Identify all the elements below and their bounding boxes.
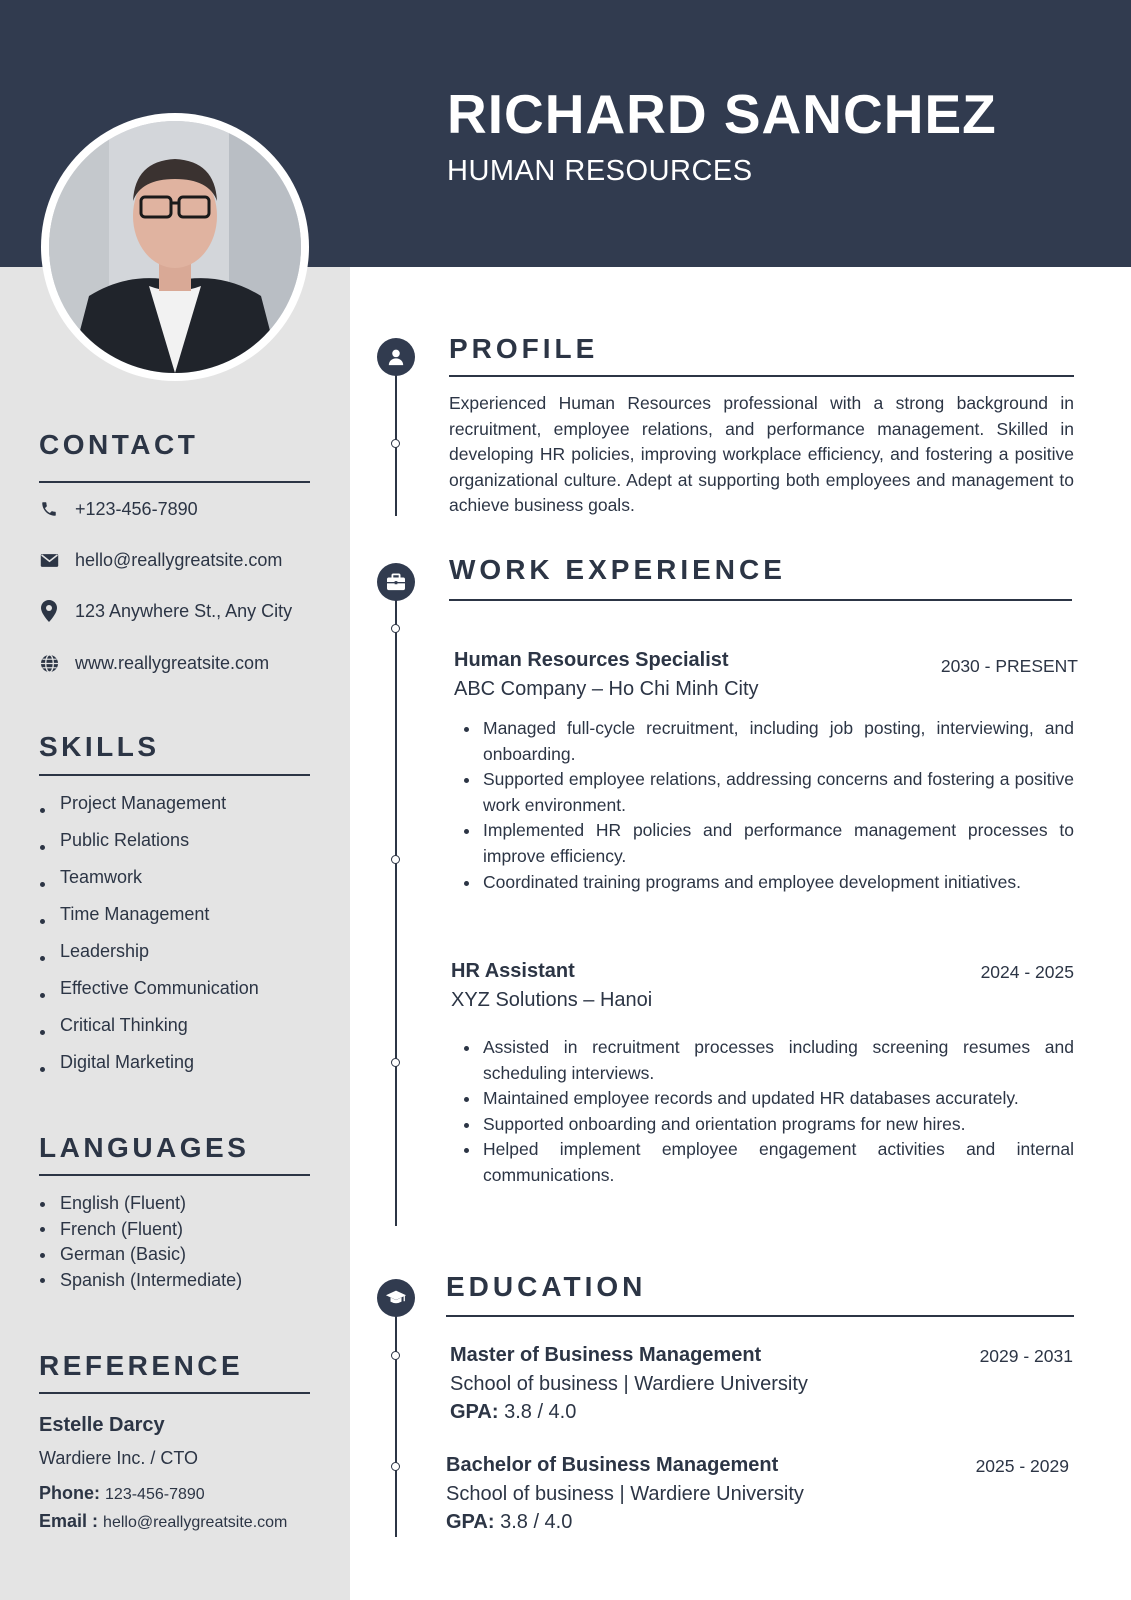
list-item: Implemented HR policies and performance management processes to improve efficiency. <box>462 818 1074 869</box>
graduation-cap-icon <box>377 1279 415 1317</box>
contact-heading: CONTACT <box>39 429 199 460</box>
degree-title: Bachelor of Business Management <box>446 1454 779 1476</box>
phone-text: +123-456-7890 <box>75 498 198 519</box>
list-item: Helped implement employee engagement activities and internal communications. <box>462 1137 1074 1188</box>
reference-email <box>39 1511 287 1532</box>
skills-list <box>39 791 259 1087</box>
location-pin-icon <box>39 601 59 621</box>
skills-divider <box>39 774 310 776</box>
list-item: German (Basic) <box>39 1242 242 1268</box>
timeline-dot <box>391 1462 400 1471</box>
job-duties <box>462 716 1074 895</box>
gpa-label: GPA: <box>450 1401 499 1423</box>
job-company: XYZ Solutions – Hanoi <box>451 989 653 1011</box>
reference-name: Estelle Darcy <box>39 1414 165 1436</box>
profile-heading: PROFILE <box>449 333 599 364</box>
reference-company: Wardiere Inc. / CTO <box>39 1448 199 1468</box>
list-item: Leadership <box>39 939 259 976</box>
degree-gpa <box>446 1511 572 1534</box>
list-item: Assisted in recruitment processes including screening resumes and scheduling interviews. <box>462 1035 1074 1086</box>
candidate-name: RICHARD SANCHEZ <box>447 83 997 145</box>
degree-date: 2029 - 2031 <box>979 1346 1073 1366</box>
timeline-dot <box>391 439 400 448</box>
gpa-value: 3.8 / 4.0 <box>504 1401 577 1423</box>
timeline-dot <box>391 1058 400 1067</box>
reference-heading: REFERENCE <box>39 1350 244 1381</box>
user-icon <box>377 338 415 376</box>
list-item: Maintained employee records and updated HR databases accurately. <box>462 1086 1074 1112</box>
languages-list <box>39 1191 242 1293</box>
list-item: Public Relations <box>39 828 259 865</box>
skills-heading: SKILLS <box>39 731 160 762</box>
list-item: Managed full-cycle recruitment, including job posting, interviewing, and onboarding. <box>462 716 1074 767</box>
reference-phone-label: Phone: <box>39 1483 100 1503</box>
list-item: Supported onboarding and orientation programs for new hires. <box>462 1112 1074 1138</box>
job-company: ABC Company – Ho Chi Minh City <box>454 678 759 700</box>
list-item: Digital Marketing <box>39 1050 259 1087</box>
education-heading: EDUCATION <box>446 1271 647 1302</box>
languages-heading: LANGUAGES <box>39 1132 250 1163</box>
job-date: 2030 - PRESENT <box>940 656 1078 676</box>
list-item: Coordinated training programs and employee development initiatives. <box>462 870 1074 896</box>
contact-divider <box>39 481 310 483</box>
reference-email-value: hello@reallygreatsite.com <box>103 1514 288 1531</box>
timeline-dot <box>391 1351 400 1360</box>
job-title: Human Resources Specialist <box>454 649 729 671</box>
work-divider <box>449 599 1072 601</box>
job-date: 2024 - 2025 <box>980 962 1074 982</box>
reference-email-label: Email : <box>39 1511 99 1531</box>
profile-divider <box>449 375 1074 377</box>
timeline-dot <box>391 855 400 864</box>
list-item: French (Fluent) <box>39 1217 242 1243</box>
list-item: Time Management <box>39 902 259 939</box>
list-item: Effective Communication <box>39 976 259 1013</box>
reference-phone <box>39 1483 205 1504</box>
degree-date: 2025 - 2029 <box>975 1456 1069 1476</box>
degree-gpa <box>450 1401 576 1424</box>
contact-phone <box>39 496 198 522</box>
job-title: HR Assistant <box>451 960 575 982</box>
degree-school: School of business | Wardiere University <box>446 1483 804 1505</box>
list-item: Critical Thinking <box>39 1013 259 1050</box>
profile-photo <box>49 121 301 373</box>
gpa-value: 3.8 / 4.0 <box>500 1511 573 1533</box>
globe-icon <box>39 653 59 673</box>
education-timeline <box>395 1302 397 1537</box>
list-item: Project Management <box>39 791 259 828</box>
phone-icon <box>39 499 59 519</box>
mail-icon <box>39 550 59 570</box>
education-divider <box>446 1315 1074 1317</box>
profile-summary: Experienced Human Resources professional with a strong background in recruitment, employee relations, and performance management. Skilled in developing HR policies, improving workplace efficiency, and fostering a positive organizational culture. Adept at supporting both employees and management to achieve business goals. <box>449 393 1074 516</box>
job-duties <box>462 1035 1074 1189</box>
reference-phone-value: 123-456-7890 <box>105 1486 205 1503</box>
contact-email <box>39 547 282 573</box>
contact-address <box>39 598 292 624</box>
timeline-dot <box>391 624 400 633</box>
email-text: hello@reallygreatsite.com <box>75 549 283 570</box>
work-heading: WORK EXPERIENCE <box>449 554 786 585</box>
list-item: English (Fluent) <box>39 1191 242 1217</box>
gpa-label: GPA: <box>446 1511 495 1533</box>
degree-title: Master of Business Management <box>450 1344 762 1366</box>
website-text: www.reallygreatsite.com <box>75 652 270 673</box>
languages-divider <box>39 1174 310 1176</box>
list-item: Spanish (Intermediate) <box>39 1268 242 1294</box>
work-timeline <box>395 586 397 1226</box>
reference-divider <box>39 1392 310 1394</box>
degree-school: School of business | Wardiere University <box>450 1373 808 1395</box>
briefcase-icon <box>377 563 415 601</box>
contact-website <box>39 650 269 676</box>
list-item: Supported employee relations, addressing concerns and fostering a positive work environment. <box>462 767 1074 818</box>
address-text: 123 Anywhere St., Any City <box>75 600 293 621</box>
list-item: Teamwork <box>39 865 259 902</box>
candidate-role: HUMAN RESOURCES <box>447 155 753 187</box>
